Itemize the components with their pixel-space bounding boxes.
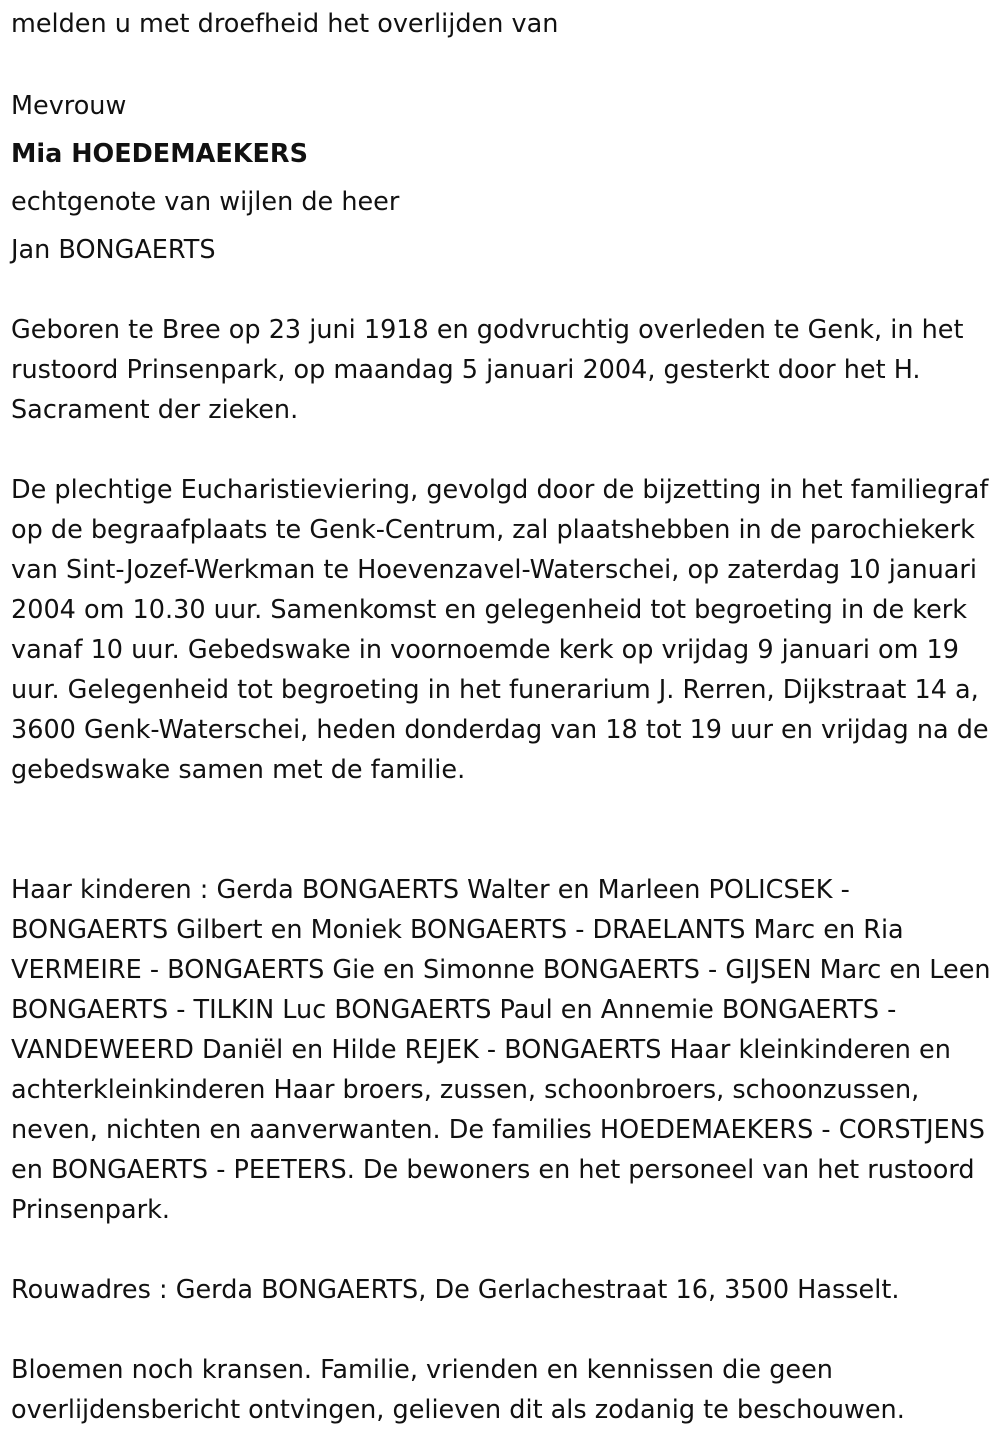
relation-text: echtgenote van wijlen de heer [11,187,400,217]
spouse-name: Jan BONGAERTS [11,235,216,265]
mourning-address: Rouwadres : Gerda BONGAERTS, De Gerlachestraat 16, 3500 Hasselt. [11,1275,900,1305]
intro-text: melden u met droefheid het overlijden van [11,9,559,39]
honorific: Mevrouw [11,91,127,121]
birth-death-paragraph: Geboren te Bree op 23 juni 1918 en godvruchtig overleden te Genk, in het rustoord Prinsenpark, op maandag 5 januari 2004, gesterkt door het H. Sacrament der zieken. [11,315,964,425]
flowers-paragraph: Bloemen noch kransen. Familie, vrienden en kennissen die geen overlijdensbericht ontvingen, gelieven dit als zodanig te beschouwen. [11,1355,905,1425]
family-paragraph: Haar kinderen : Gerda BONGAERTS Walter en Marleen POLICSEK - BONGAERTS Gilbert en Moniek BONGAERTS - DRAELANTS Marc en Ria VERMEIRE - BONGAERTS Gie en Simonne BONGAERTS - GIJSEN Marc en Leen BONGAERTS - TILKIN Luc BONGAERTS Paul en Annemie BONGAERTS - VANDEWEERD Daniël en Hilde REJEK - BONGAERTS Haar kleinkinderen en achterkleinkinderen Haar broers, zussen, schoonbroers, schoonzussen, neven, nichten en aanverwanten. De families HOEDEMAEKERS - CORSTJENS en BONGAERTS - PEETERS. De bewoners en het personeel van het rustoord Prinsenpark. [11,875,991,1225]
ceremony-paragraph: De plechtige Eucharistieviering, gevolgd door de bijzetting in het familiegraf op de begraafplaats te Genk-Centrum, zal plaatshebben in de parochiekerk van Sint-Jozef-Werkman te Hoevenzavel-Waterschei, op zaterdag 10 januari 2004 om 10.30 uur. Samenkomst en gelegenheid tot begroeting in de kerk vanaf 10 uur. Gebedswake in voornoemde kerk op vrijdag 9 januari om 19 uur. Gelegenheid tot begroeting in het funerarium J. Rerren, Dijkstraat 14 a, 3600 Genk-Waterschei, heden donderdag van 18 tot 19 uur en vrijdag na de gebedswake samen met de familie. [11,475,989,785]
deceased-name: Mia HOEDEMAEKERS [11,139,308,169]
